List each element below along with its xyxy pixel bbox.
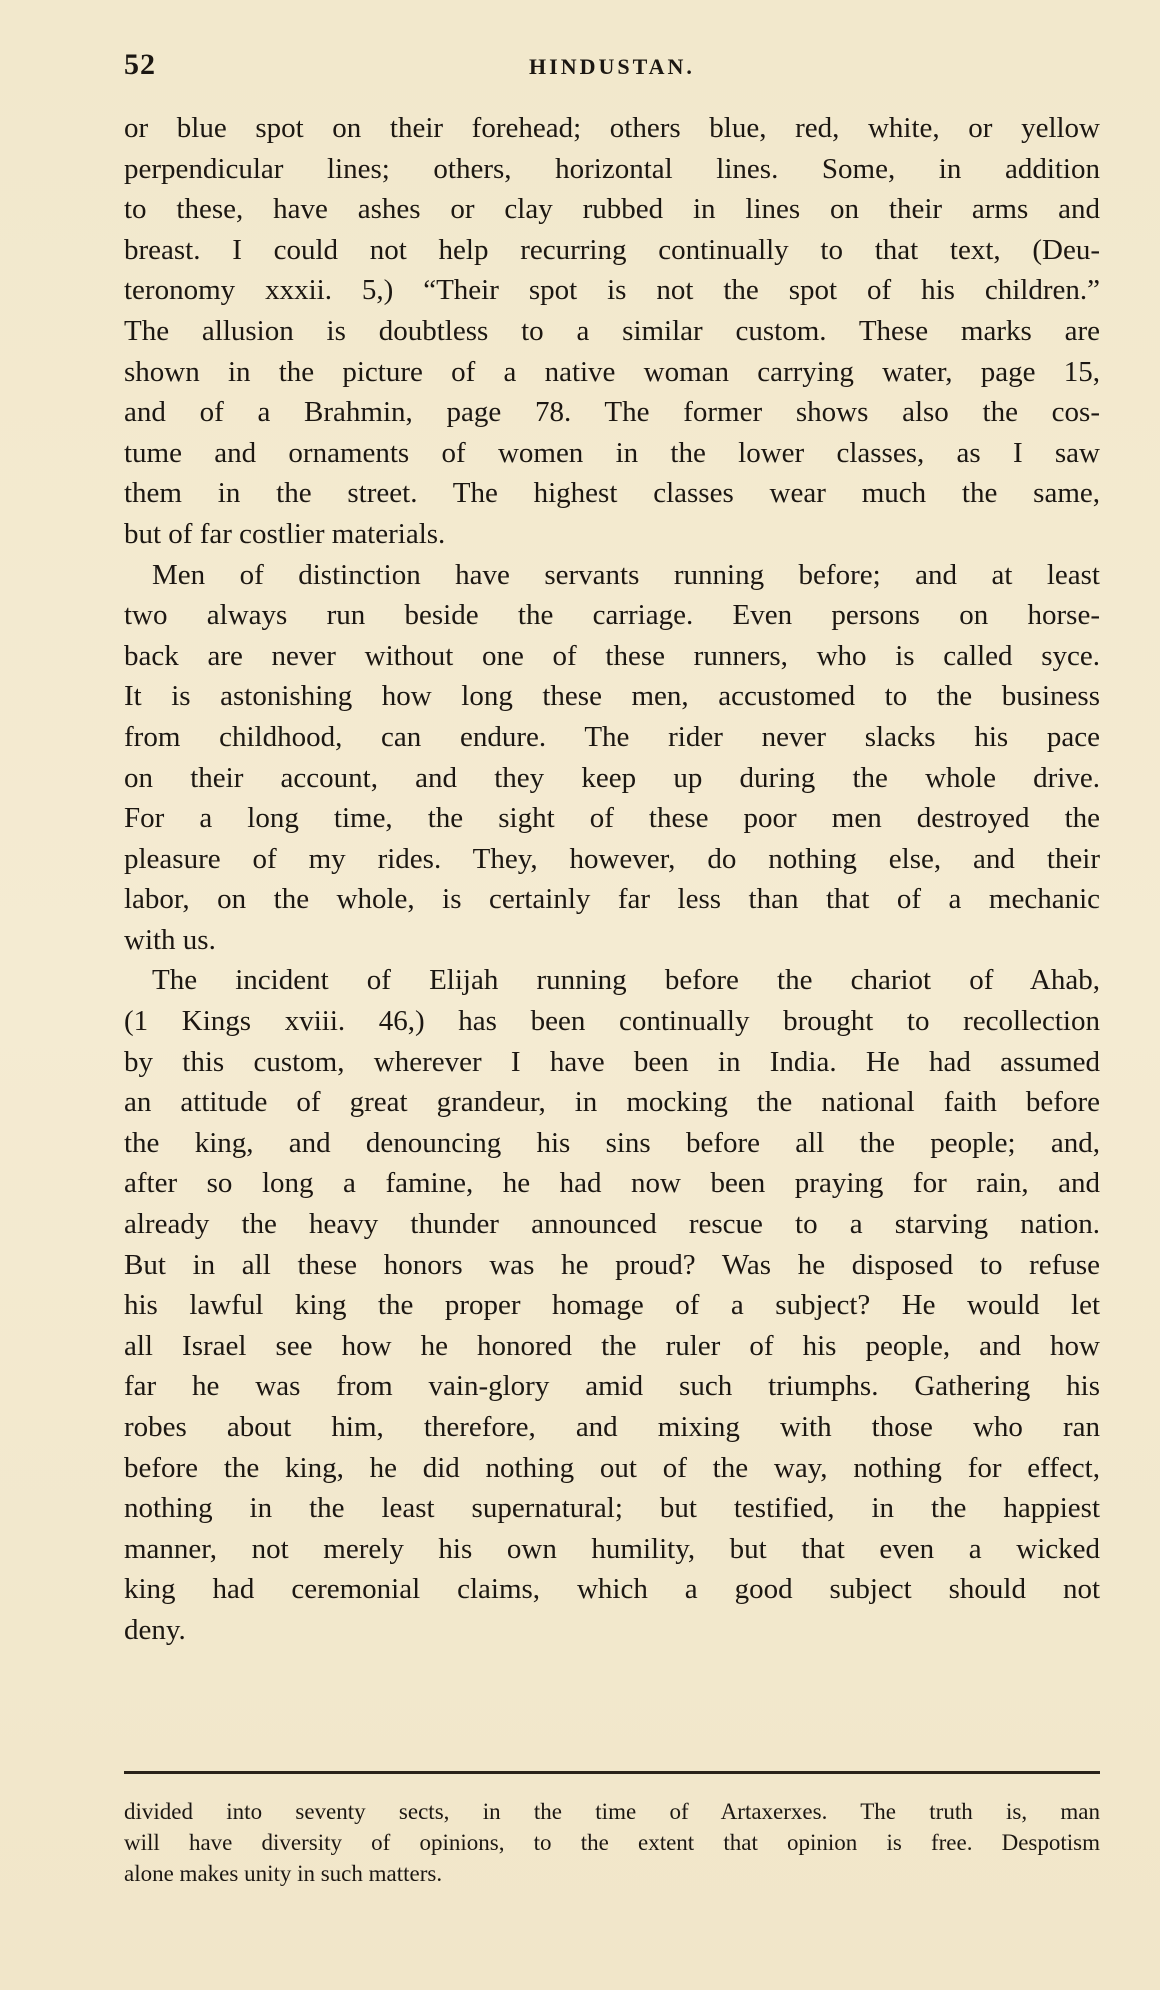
text-line: after so long a famine, he had now been praying for rain, and <box>124 1167 1100 1200</box>
text-line: It is astonishing how long these men, accustomed to the business <box>124 680 1100 713</box>
page-number: 52 <box>124 48 156 81</box>
running-head: HINDUSTAN. <box>529 54 695 79</box>
text-line: nothing in the least supernatural; but testified, in the happiest <box>124 1492 1100 1525</box>
text-line: But in all these honors was he proud? Was he disposed to refuse <box>124 1248 1100 1281</box>
text-line: on their account, and they keep up during the whole drive. <box>124 761 1100 794</box>
text-line: by this custom, wherever I have been in India. He had assumed <box>124 1045 1100 1078</box>
text-line: far he was from vain-glory amid such triumphs. Gathering his <box>124 1370 1100 1403</box>
paragraph-start-line: Men of distinction have servants running before; and at least <box>152 558 1100 591</box>
page-header <box>124 48 1100 88</box>
text-line: labor, on the whole, is certainly far less than that of a mechanic <box>124 883 1100 916</box>
text-line: (1 Kings xviii. 46,) has been continually brought to recollection <box>124 1005 1100 1038</box>
text-line: robes about him, therefore, and mixing with those who ran <box>124 1411 1100 1443</box>
footnote-line: divided into seventy sects, in the time of Artaxerxes. The truth is, man <box>124 1799 1100 1824</box>
text-line: an attitude of great grandeur, in mocking the national faith before <box>124 1086 1100 1119</box>
footnote <box>124 1796 1100 1889</box>
text-line: his lawful king the proper homage of a subject? He would let <box>124 1289 1100 1322</box>
text-line: from childhood, can endure. The rider never slacks his pace <box>124 720 1100 753</box>
text-line: before the king, he did nothing out of the way, nothing for effect, <box>124 1451 1100 1484</box>
text-line: tume and ornaments of women in the lower classes, as I saw <box>124 436 1100 469</box>
text-line: The allusion is doubtless to a similar custom. These marks are <box>124 314 1100 347</box>
text-line: deny. <box>124 1613 186 1646</box>
text-line: perpendicular lines; others, horizontal lines. Some, in addition <box>124 152 1100 185</box>
paragraph-start-line: The incident of Elijah running before the chariot of Ahab, <box>152 964 1100 997</box>
text-line: king had ceremonial claims, which a good subject should not <box>124 1573 1100 1606</box>
text-line: but of far costlier materials. <box>124 517 446 550</box>
text-line: already the heavy thunder announced rescue to a starving nation. <box>124 1208 1100 1241</box>
text-line: to these, have ashes or clay rubbed in lines on their arms and <box>124 193 1100 226</box>
text-line: all Israel see how he honored the ruler of his people, and how <box>124 1329 1100 1362</box>
text-line: shown in the picture of a native woman carrying water, page 15, <box>124 355 1100 388</box>
text-line: the king, and denouncing his sins before all the people; and, <box>124 1126 1100 1159</box>
text-line: with us. <box>124 923 216 956</box>
footnote-line: will have diversity of opinions, to the extent that opinion is free. Despotism <box>124 1830 1100 1855</box>
text-line: teronomy xxxii. 5,) “Their spot is not the spot of his children.” <box>124 274 1100 307</box>
footnote-line: alone makes unity in such matters. <box>124 1861 443 1886</box>
text-line: For a long time, the sight of these poor men destroyed the <box>124 802 1100 835</box>
text-line: them in the street. The highest classes wear much the same, <box>124 477 1100 510</box>
text-line: two always run beside the carriage. Even persons on horse- <box>124 599 1100 632</box>
text-line: pleasure of my rides. They, however, do nothing else, and their <box>124 842 1100 875</box>
main-text <box>124 108 1100 1651</box>
footnote-divider <box>124 1771 1100 1774</box>
text-line: breast. I could not help recurring continually to that text, (Deu- <box>124 233 1100 266</box>
text-line: manner, not merely his own humility, but that even a wicked <box>124 1532 1100 1565</box>
text-line: or blue spot on their forehead; others blue, red, white, or yellow <box>124 112 1100 144</box>
text-line: and of a Brahmin, page 78. The former shows also the cos- <box>124 396 1100 429</box>
text-line: back are never without one of these runners, who is called syce. <box>124 639 1100 672</box>
